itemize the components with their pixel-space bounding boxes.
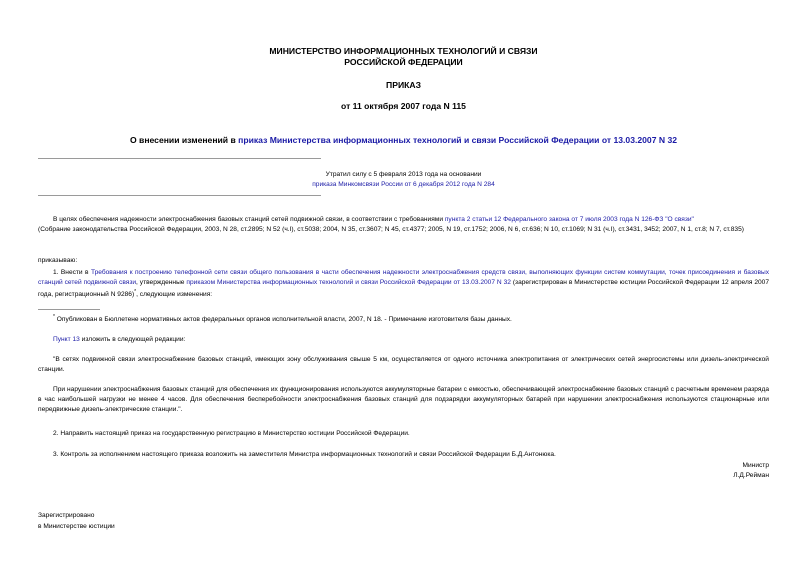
ministry-name-line2: РОССИЙСКОЙ ФЕДЕРАЦИИ: [344, 57, 463, 67]
item-2-paragraph: 2. Направить настоящий приказ на государственную регистрацию в Министерство юстиции Российской Федерации.: [53, 430, 410, 437]
law-126fz-link[interactable]: пункта 2 статьи 12 Федерального закона от 7 июля 2003 года N 126-ФЗ "О связи": [444, 216, 694, 223]
signature-name: Л.Д.Рейман: [733, 472, 769, 479]
item-1-text-4: , следующие изменения:: [136, 290, 213, 298]
ministry-name-line1: МИНИСТЕРСТВО ИНФОРМАЦИОННЫХ ТЕХНОЛОГИЙ И СВЯЗИ: [269, 46, 538, 56]
repeal-order-link[interactable]: приказа Минкомсвязи России от 6 декабря 2012 года N 284: [312, 181, 495, 188]
divider-top: [38, 158, 321, 159]
item-1-paragraph: [38, 268, 769, 300]
item-13-text: изложить в следующей редакции:: [79, 336, 186, 343]
title-prefix: О внесении изменений в: [129, 135, 239, 145]
order-clause: приказываю:: [38, 257, 78, 264]
footnote: [53, 313, 769, 325]
registration-line2: в Министерстве юстиции: [38, 523, 115, 530]
registration-line1: Зарегистрировано: [38, 512, 95, 519]
requirements-link[interactable]: Требования к построению телефонной сети связи общего пользования в части обеспечения надежности электроснабжения средств связи, выполняющих функции систем коммутации, точек присоединения и базовых станций сетей подвижной связи: [38, 269, 769, 286]
footnote-star: *: [53, 314, 55, 320]
item-1-text: 1. Внести в: [53, 269, 91, 276]
preamble-text: В целях обеспечения надежности электроснабжения базовых станций сетей подвижной связи, в соответствии с требованиями: [53, 216, 445, 223]
status-line: Утратил силу с 5 февраля 2013 года на основании: [325, 171, 482, 178]
new-item-13-paragraph-2: При нарушении электроснабжения базовых станций для обеспечения их функционирования используются аккумуляторные батареи с емкостью, обеспечивающей электроснабжение базовых станций с расчетным временем разряда в час наибольшей нагрузки не менее 4 часов. Для обеспечения бесперебойности электроснабжения базовых станций для подзарядки аккумуляторных батарей при нарушении электроснабжения используются стационарные или передвижные дизель-электрические станции.".: [38, 386, 769, 413]
item-13-link[interactable]: Пункт 13: [53, 336, 80, 343]
footnote-marker: *: [134, 288, 137, 295]
signature-position: Министр: [742, 462, 769, 469]
item-1-text-3: (зарегистрирован в Министерстве юстиции Российской Федерации 12 апреля 2007 года, регистрационный N 9286): [38, 278, 769, 298]
document-date: от 11 октября 2007 года N 115: [341, 101, 466, 111]
preamble-continuation: (Собрание законодательства Российской Федерации, 2003, N 28, ст.2895; N 52 (ч.I), ст.5038; 2004, N 35, ст.3607; N 45, ст.4377; 2005, N 19, ст.1752; 2006, N 6, ст.636; N 10, ст.1069; N 31 (ч.I), ст.3431, 3452; 2007, N 1, ст.8; N 7, ст.835): [38, 226, 744, 233]
divider-footnote: [38, 309, 100, 310]
preamble-paragraph: [53, 215, 769, 225]
item-3-paragraph: 3. Контроль за исполнением настоящего приказа возложить на заместителя Министра информационных технологий и связи Российской Федерации Б.Д.Антонюка.: [53, 451, 556, 458]
document-type: ПРИКАЗ: [386, 80, 421, 90]
document-title: [0, 135, 807, 145]
title-amended-order-link[interactable]: приказ Министерства информационных технологий и связи Российской Федерации от 13.03.2007 N 32: [238, 135, 678, 145]
order-32-link[interactable]: приказом Министерства информационных технологий и связи Российской Федерации от 13.03.2007 N 32: [186, 278, 511, 286]
divider-status: [38, 195, 321, 196]
item-13-instruction: [53, 335, 185, 345]
footnote-text: Опубликован в Бюллетене нормативных актов федеральных органов исполнительной власти, 2007, N 18. - Примечание изготовителя базы данных.: [54, 316, 512, 324]
new-item-13-paragraph-1: "В сетях подвижной связи электроснабжение базовых станций, имеющих зону обслуживания свыше 5 км, осуществляется от одного источника электропитания от электрических сетей энергосистемы или дизель-электрической станции.: [38, 356, 769, 373]
item-1-text-2: , утвержденные: [136, 278, 187, 286]
